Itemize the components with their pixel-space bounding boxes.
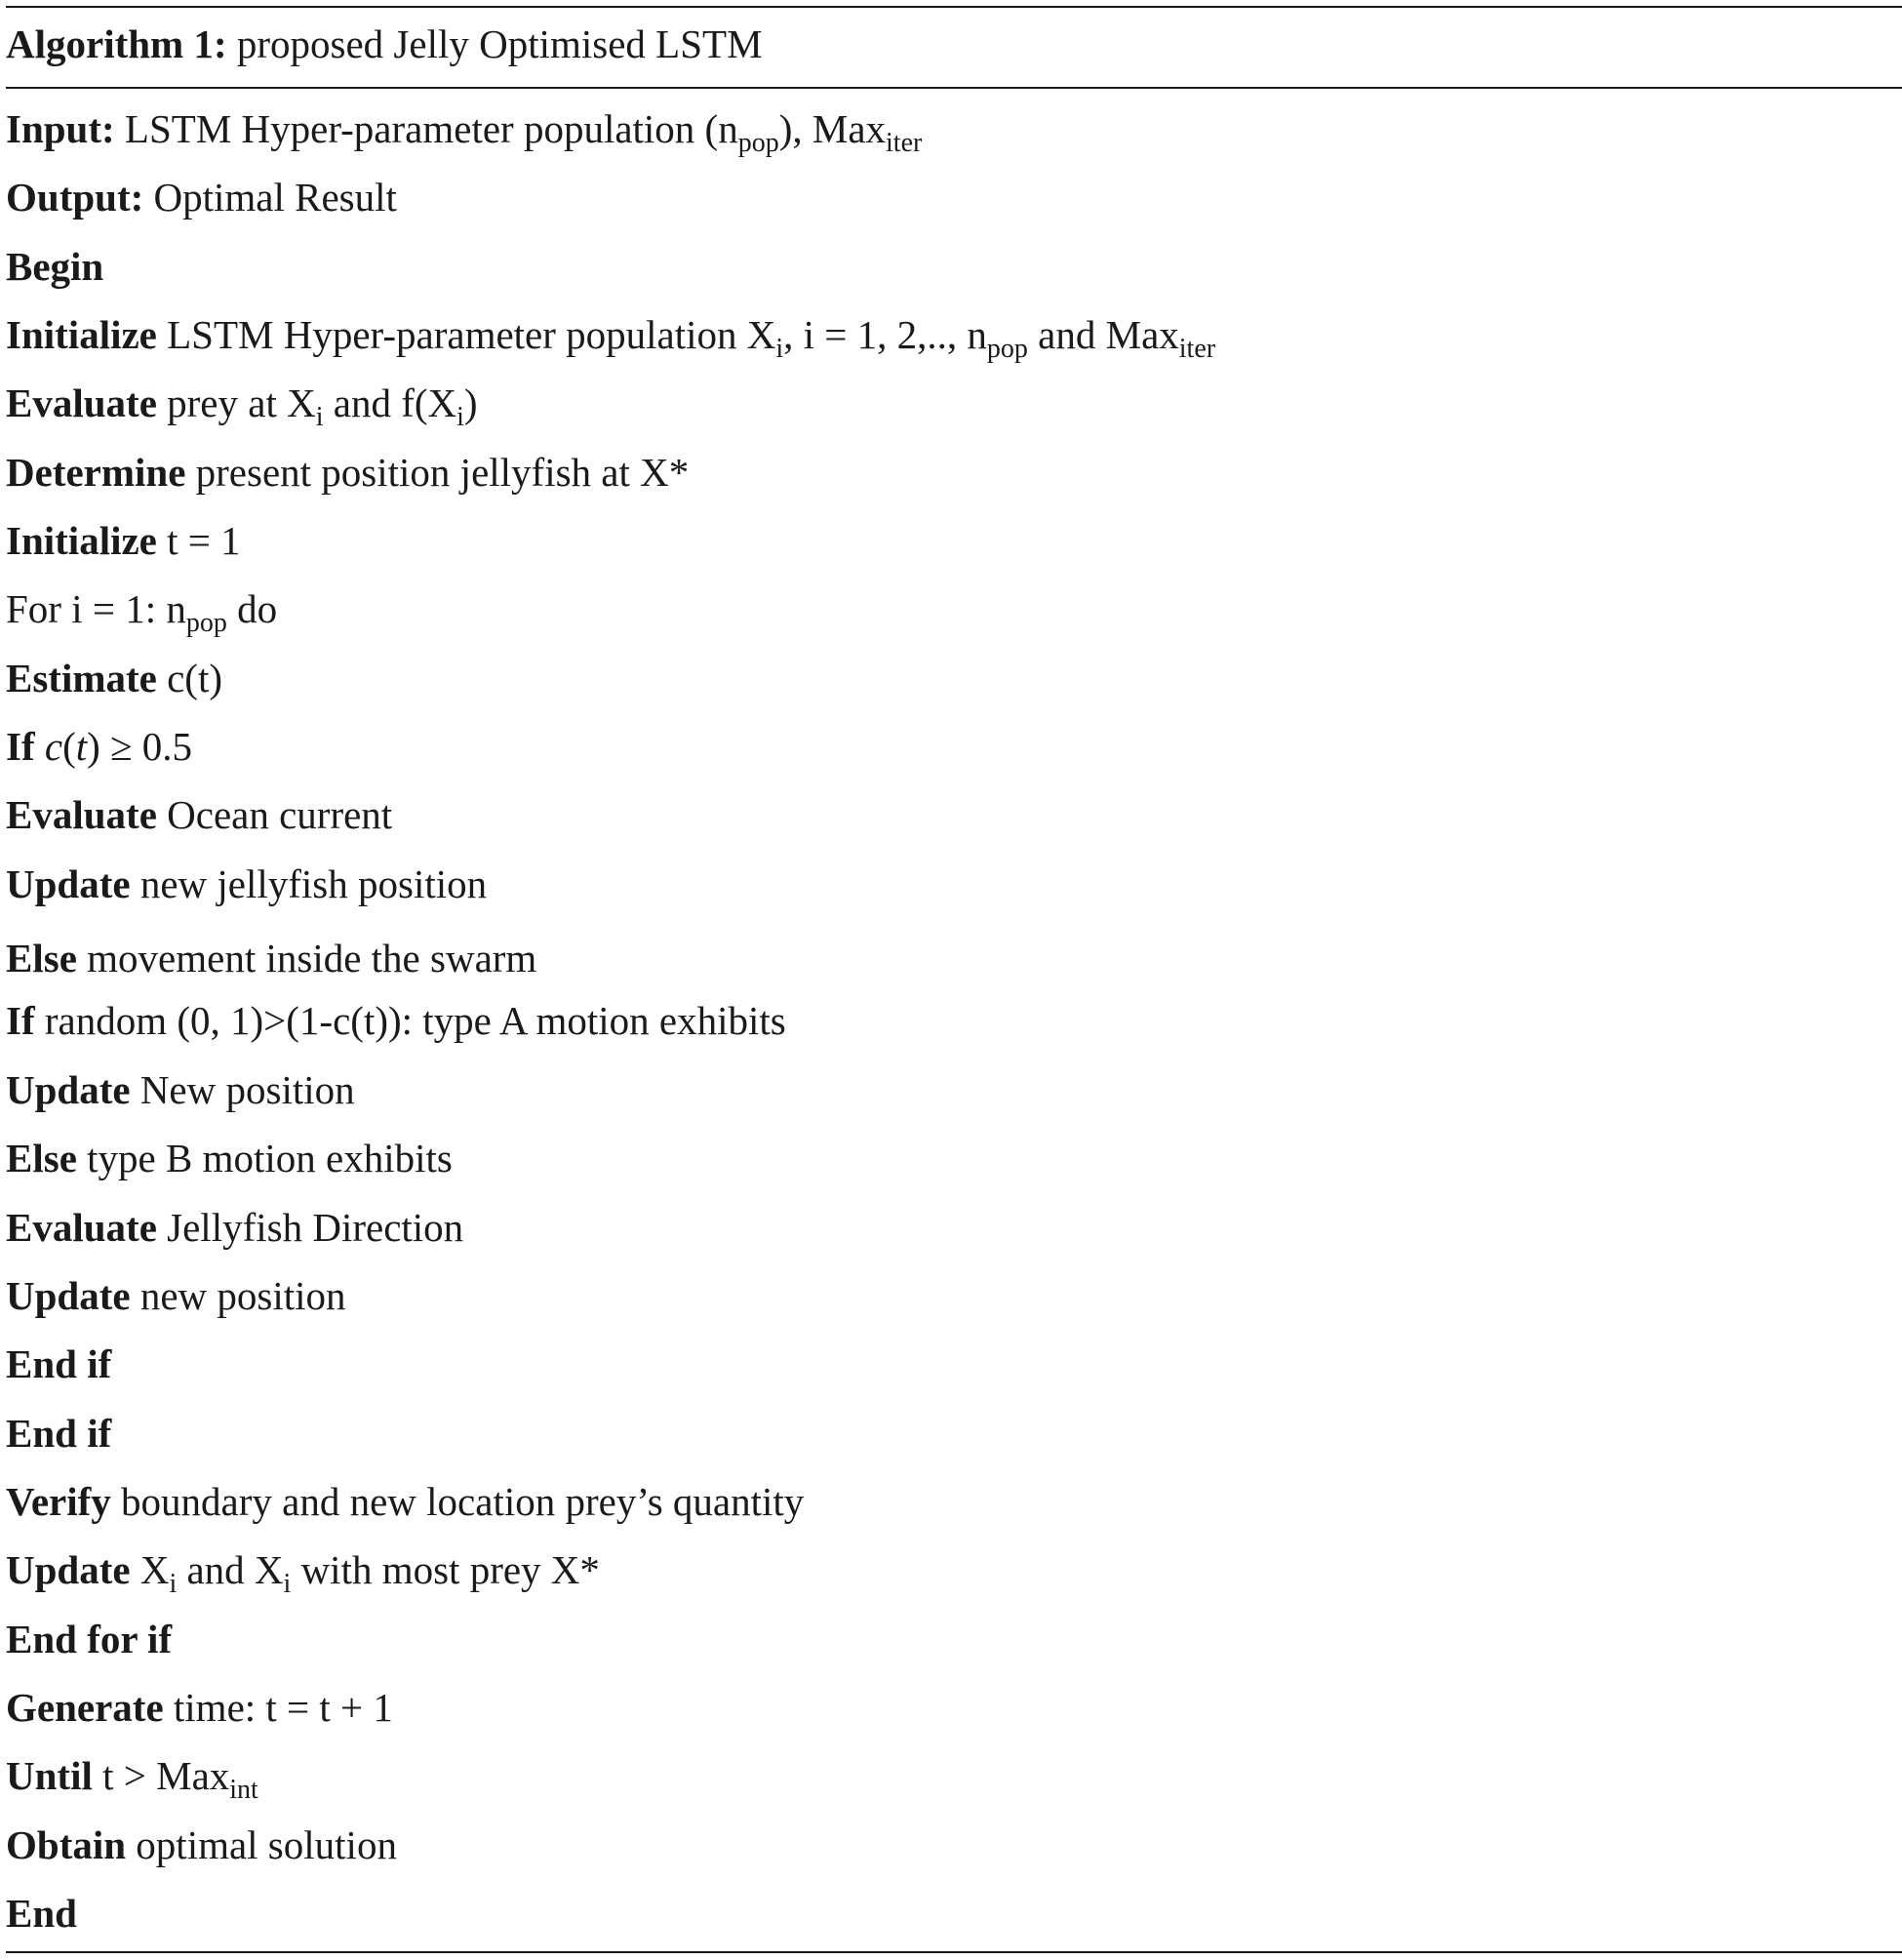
- keyword: Estimate: [6, 655, 157, 700]
- keyword: Evaluate: [6, 1204, 157, 1250]
- keyword: End if: [6, 1410, 112, 1456]
- line-text: ): [463, 380, 478, 426]
- line-text: do: [226, 586, 278, 632]
- top-rule: [6, 6, 1902, 8]
- line-if-condition: [6, 725, 1888, 793]
- line-text: optimal solution: [126, 1821, 397, 1867]
- line-text: type B motion exhibits: [76, 1136, 453, 1181]
- line-text: movement inside the swarm: [76, 936, 537, 981]
- line-for: [6, 587, 1888, 656]
- line-begin: [6, 245, 1888, 313]
- keyword: Update: [6, 1066, 131, 1112]
- line-text: ) ≥ 0.5: [87, 724, 193, 770]
- line-end-for: [6, 1618, 1888, 1686]
- subscript: pop: [737, 128, 779, 158]
- line-until: [6, 1754, 1888, 1822]
- line-text: and f(X: [323, 380, 457, 426]
- subscript: i: [315, 402, 324, 433]
- subscript: i: [283, 1569, 292, 1600]
- line-text: Jellyfish Direction: [156, 1204, 464, 1250]
- keyword: Output:: [6, 175, 144, 220]
- keyword: If: [6, 724, 35, 770]
- line-evaluate-direction: [6, 1206, 1888, 1274]
- keyword: Evaluate: [6, 792, 157, 838]
- subscript: i: [775, 334, 784, 365]
- keyword: End for if: [6, 1616, 173, 1661]
- line-initialize-population: [6, 313, 1888, 381]
- line-text: c(t): [156, 655, 223, 700]
- keyword: Determine: [6, 449, 186, 495]
- subscript: iter: [886, 128, 923, 158]
- line-text: , i = 1, 2,.., n: [783, 312, 987, 358]
- italic-variable: c: [44, 724, 63, 770]
- line-text: random (0, 1)>(1-c(t)): type A motion exhibits: [34, 998, 786, 1044]
- italic-variable: t: [75, 724, 88, 770]
- line-update-jellyfish: [6, 862, 1888, 931]
- subscript: iter: [1178, 334, 1216, 365]
- subscript: int: [229, 1775, 258, 1806]
- line-text: LSTM Hyper-parameter population X: [156, 312, 776, 358]
- line-text: New position: [130, 1066, 355, 1112]
- line-input: [6, 107, 1888, 176]
- keyword: Begin: [6, 243, 104, 289]
- line-end: [6, 1892, 1888, 1960]
- line-text: and X: [177, 1547, 284, 1593]
- keyword: Evaluate: [6, 380, 157, 426]
- line-generate: [6, 1686, 1888, 1754]
- keyword: Else: [6, 1136, 77, 1181]
- line-text: new jellyfish position: [130, 860, 488, 906]
- line-text: ), Max: [778, 106, 887, 151]
- line-text: LSTM Hyper-parameter population (n: [114, 106, 738, 151]
- line-text: X: [130, 1547, 170, 1593]
- line-estimate: [6, 657, 1888, 725]
- line-end-if-2: [6, 1412, 1888, 1480]
- subscript: pop: [986, 334, 1028, 365]
- keyword: If: [6, 998, 35, 1044]
- subscript: i: [169, 1569, 178, 1600]
- line-verify: [6, 1480, 1888, 1548]
- keyword: Verify: [6, 1478, 111, 1524]
- line-text: present position jellyfish at X*: [185, 449, 690, 495]
- line-text: t = 1: [156, 518, 241, 564]
- line-evaluate-ocean: [6, 793, 1888, 861]
- line-text: with most prey X*: [291, 1547, 600, 1593]
- line-text: prey at X: [156, 380, 316, 426]
- line-text: t > Max: [92, 1753, 230, 1799]
- keyword: Initialize: [6, 312, 157, 358]
- line-evaluate-prey: [6, 381, 1888, 450]
- keyword: Initialize: [6, 518, 157, 564]
- keyword: End: [6, 1890, 77, 1936]
- subscript: pop: [185, 608, 227, 639]
- bottom-rule: [6, 1951, 1902, 1953]
- line-text: boundary and new location prey’s quantity: [110, 1478, 805, 1524]
- line-text: Optimal Result: [143, 175, 397, 220]
- keyword: Generate: [6, 1684, 164, 1730]
- line-initialize-t: [6, 519, 1888, 587]
- line-text: (: [62, 724, 76, 770]
- keyword: Update: [6, 1547, 131, 1593]
- line-determine: [6, 451, 1888, 519]
- keyword: Update: [6, 860, 131, 906]
- keyword: Input:: [6, 106, 115, 151]
- line-text: Ocean current: [156, 792, 393, 838]
- line-else-type-b: [6, 1137, 1888, 1205]
- subscript: i: [456, 402, 464, 433]
- line-text: and Max: [1027, 312, 1179, 358]
- algorithm-title-text: proposed Jelly Optimised LSTM: [226, 21, 763, 66]
- keyword: Update: [6, 1272, 131, 1318]
- line-end-if-1: [6, 1342, 1888, 1411]
- header-rule: [6, 87, 1902, 89]
- line-text: time: t = t + 1: [163, 1684, 393, 1730]
- keyword: Until: [6, 1753, 93, 1799]
- line-obtain: [6, 1823, 1888, 1892]
- line-update-position: [6, 1274, 1888, 1342]
- keyword: End if: [6, 1341, 112, 1387]
- line-if-random: [6, 999, 1888, 1067]
- line-text: For i = 1: n: [6, 586, 186, 632]
- algorithm-label: Algorithm 1:: [6, 21, 227, 66]
- line-update-new-position: [6, 1068, 1888, 1137]
- keyword: Obtain: [6, 1821, 127, 1867]
- algorithm-title: [6, 21, 763, 66]
- keyword: Else: [6, 936, 77, 981]
- line-output: [6, 176, 1888, 244]
- algorithm-body: [6, 107, 1888, 1960]
- line-text: new position: [130, 1272, 346, 1318]
- line-else-swarm: [6, 931, 1888, 999]
- line-update-xi: [6, 1548, 1888, 1617]
